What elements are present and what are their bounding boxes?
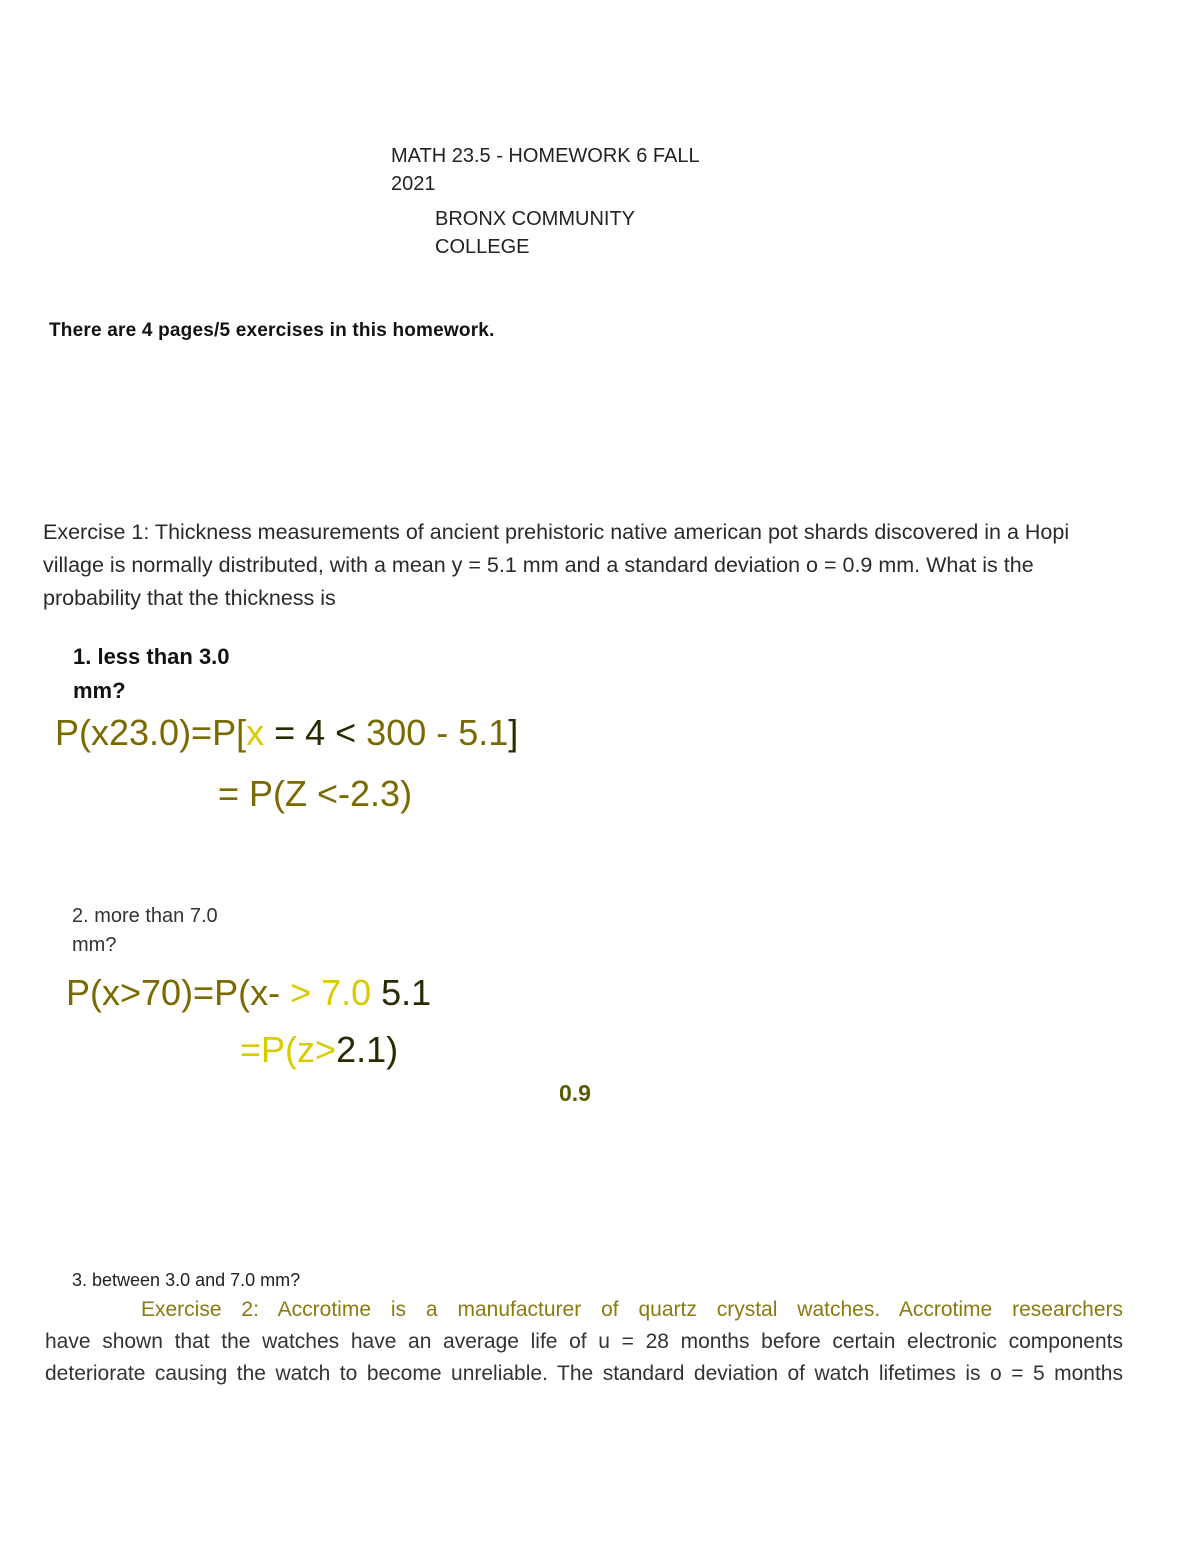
homework-intro: There are 4 pages/5 exercises in this homework. (49, 320, 495, 341)
exercise-2-line-1: Exercise 2: Accrotime is a manufacturer of quartz crystal watches. Accrotime researchers (141, 1298, 1123, 1321)
q2-eq1-part-b: > 7.0 (290, 972, 372, 1013)
college-name (435, 205, 635, 261)
college-line-2: COLLEGE (435, 236, 530, 258)
exercise-2-line-2: have shown that the watches have an average life of u = 28 months before certain electronic components (45, 1330, 1123, 1353)
eq1-part-d: 300 - 5.1 (366, 712, 509, 753)
question-2-line-2: mm? (72, 934, 117, 956)
exercise-2-text (45, 1294, 1123, 1390)
title-line-2: 2021 (391, 173, 436, 195)
eq1-part-a: P(x23.0)=P[ (55, 712, 247, 753)
document-title (391, 142, 700, 198)
q2-eq2-part-a: =P( (240, 1029, 298, 1070)
exercise-1-question-3: 3. between 3.0 and 7.0 mm? (72, 1270, 301, 1290)
title-line-1: MATH 23.5 - HOMEWORK 6 FALL (391, 145, 700, 167)
eq1-part-c: = 4 < (264, 712, 367, 753)
exercise-1-question-1 (73, 640, 230, 708)
q2-eq2-part-b: z> (297, 1029, 337, 1070)
eq2-text: = P(Z <-2.3) (218, 773, 413, 814)
exercise-2-line-3: deteriorate causing the watch to become unreliable. The standard deviation of watch lifetimes is o = 5 months (45, 1362, 1123, 1385)
exercise-1-question-2 (72, 902, 218, 960)
q2-eq1-part-a: P(x>70)=P(x- (66, 972, 291, 1013)
question-1-equation-2 (218, 773, 412, 815)
eq1-part-e: ] (508, 712, 519, 753)
eq1-part-b: x (246, 712, 265, 753)
question-2-denominator: 0.9 (559, 1080, 591, 1106)
question-1-equation-1 (55, 712, 518, 754)
q2-eq2-part-c: 2.1) (336, 1029, 399, 1070)
question-1-line-2: mm? (73, 678, 126, 703)
q2-eq1-part-c: 5.1 (371, 972, 432, 1013)
question-2-line-1: 2. more than 7.0 (72, 905, 218, 927)
exercise-1-text: Exercise 1: Thickness measurements of ancient prehistoric native american pot shards discovered in a Hopi village is normally distributed, with a mean y = 5.1 mm and a standard deviation o = 0.9 mm. What is the probability that the thickness is (43, 520, 1070, 610)
college-line-1: BRONX COMMUNITY (435, 208, 635, 230)
question-2-equation-1 (66, 972, 431, 1014)
question-1-line-1: 1. less than 3.0 (73, 644, 230, 669)
question-2-equation-2 (240, 1029, 398, 1071)
